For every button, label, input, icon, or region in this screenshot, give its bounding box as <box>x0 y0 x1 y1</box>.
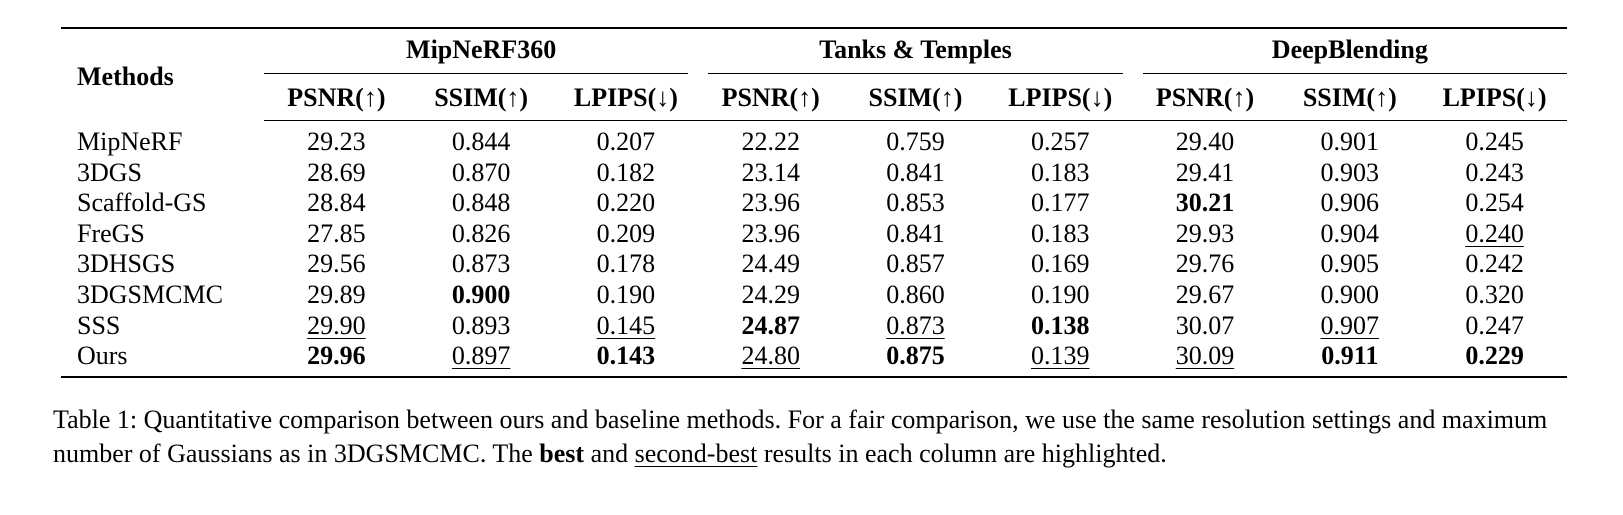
value-text: 0.841 <box>886 218 945 248</box>
value-cell <box>698 158 843 189</box>
group-title: MipNeRF360 <box>406 35 557 64</box>
method-name-cell: MipNeRF <box>77 126 183 156</box>
metric-header: PSNR(↑) <box>1133 76 1278 121</box>
metric-header: SSIM(↑) <box>1277 76 1422 121</box>
value-text: 0.190 <box>596 279 656 309</box>
value-cell <box>554 249 699 280</box>
value-cell <box>698 219 843 250</box>
table-row <box>61 280 1567 311</box>
metric-header: PSNR(↑) <box>264 76 409 121</box>
value-cell <box>264 341 409 377</box>
caption-second-best-word: second-best <box>634 439 758 468</box>
value-cell <box>264 219 409 250</box>
value-cell <box>409 249 554 280</box>
value-cell <box>1277 219 1422 250</box>
value-cell <box>698 341 843 377</box>
value-cell <box>554 311 699 342</box>
value-text: 29.40 <box>1175 127 1235 156</box>
value-cell <box>843 158 988 189</box>
value-text: 0.873 <box>451 249 511 279</box>
method-name-cell: FreGS <box>77 218 145 248</box>
group-header-tanks-temples <box>698 28 1132 76</box>
caption-best-word: best <box>539 439 585 468</box>
value-text: 0.759 <box>886 127 945 156</box>
value-text: 0.826 <box>451 218 511 248</box>
value-cell <box>843 219 988 250</box>
value-text: 29.23 <box>307 127 366 156</box>
method-name-cell: 3DGSMCMC <box>77 279 223 309</box>
value-cell <box>554 188 699 219</box>
value-text: 0.875 <box>886 341 945 371</box>
value-text: 0.177 <box>1030 188 1090 218</box>
value-text: 30.07 <box>1175 310 1235 340</box>
value-cell <box>1133 121 1278 158</box>
value-text: 29.96 <box>307 341 366 371</box>
table-caption <box>53 403 1573 471</box>
value-cell <box>554 158 699 189</box>
group-title: DeepBlending <box>1271 35 1428 64</box>
value-text: 0.903 <box>1320 157 1380 187</box>
method-name-cell: 3DHSGS <box>77 249 176 279</box>
value-text: 0.178 <box>596 249 656 279</box>
value-text: 0.906 <box>1320 188 1380 218</box>
value-cell <box>843 121 988 158</box>
value-text: 0.143 <box>596 341 656 371</box>
metric-header: LPIPS(↓) <box>554 76 699 121</box>
value-cell <box>409 121 554 158</box>
value-cell <box>988 121 1133 158</box>
value-text: 0.893 <box>451 310 511 340</box>
value-cell <box>264 280 409 311</box>
table-row <box>61 249 1567 280</box>
value-cell <box>988 219 1133 250</box>
value-text: 0.245 <box>1465 127 1524 156</box>
value-cell <box>1422 249 1567 280</box>
caption-text: and <box>584 439 635 468</box>
value-cell <box>988 249 1133 280</box>
caption-text: results in each column are highlighted. <box>757 439 1167 468</box>
value-text: 23.96 <box>741 218 800 248</box>
value-text: 0.873 <box>886 310 945 340</box>
value-cell <box>988 158 1133 189</box>
value-cell <box>843 188 988 219</box>
value-cell <box>988 280 1133 311</box>
method-name-cell: Ours <box>61 341 264 377</box>
value-text: 28.84 <box>307 188 366 218</box>
value-cell <box>843 341 988 377</box>
value-text: 29.41 <box>1175 157 1235 187</box>
value-text: 0.907 <box>1320 310 1380 340</box>
value-text: 0.905 <box>1320 249 1380 279</box>
value-cell <box>988 341 1133 377</box>
value-cell <box>1422 158 1567 189</box>
value-text: 0.183 <box>1030 218 1090 248</box>
value-text: 22.22 <box>741 127 800 156</box>
value-cell <box>409 219 554 250</box>
value-cell <box>264 188 409 219</box>
value-cell <box>409 188 554 219</box>
value-cell <box>264 158 409 189</box>
value-cell <box>554 219 699 250</box>
value-text: 0.169 <box>1030 249 1090 279</box>
value-text: 27.85 <box>307 218 366 248</box>
value-text: 0.190 <box>1030 279 1090 309</box>
value-text: 0.182 <box>596 157 656 187</box>
value-cell <box>1422 311 1567 342</box>
value-cell <box>988 311 1133 342</box>
value-cell <box>409 341 554 377</box>
value-cell <box>1422 121 1567 158</box>
value-cell <box>1277 249 1422 280</box>
value-text: 0.207 <box>596 127 656 156</box>
value-cell <box>1277 311 1422 342</box>
value-text: 0.320 <box>1465 279 1524 309</box>
value-cell <box>1422 219 1567 250</box>
metric-header: SSIM(↑) <box>843 76 988 121</box>
value-cell <box>1277 121 1422 158</box>
value-text: 0.240 <box>1465 218 1524 248</box>
value-text: 0.145 <box>596 310 656 340</box>
value-text: 0.841 <box>886 157 945 187</box>
table-row <box>61 121 1567 158</box>
value-text: 29.67 <box>1175 279 1235 309</box>
value-text: 23.96 <box>741 188 800 218</box>
value-cell <box>1277 158 1422 189</box>
value-cell <box>1422 280 1567 311</box>
value-text: 24.49 <box>741 249 800 279</box>
value-text: 30.09 <box>1175 341 1235 371</box>
value-text: 0.257 <box>1030 127 1090 156</box>
value-text: 0.209 <box>596 218 656 248</box>
value-cell <box>554 280 699 311</box>
value-cell <box>843 311 988 342</box>
table-row <box>61 219 1567 250</box>
value-cell <box>1133 219 1278 250</box>
value-text: 0.247 <box>1465 310 1524 340</box>
value-text: 0.254 <box>1465 188 1524 218</box>
value-text: 0.848 <box>451 188 511 218</box>
value-text: 0.220 <box>596 188 656 218</box>
value-cell <box>988 188 1133 219</box>
value-text: 0.139 <box>1030 341 1090 371</box>
value-cell <box>1422 188 1567 219</box>
value-text: 28.69 <box>307 157 366 187</box>
value-text: 0.860 <box>886 279 945 309</box>
value-text: 24.80 <box>741 341 800 371</box>
caption-text: Table 1: Quantitative comparison between ours and baseline methods. For a fair comparison, we use the same resolution settings and maximum number of Gaussians as in 3DGSMCMC. The <box>53 405 1548 468</box>
method-name-cell: Scaffold-GS <box>77 188 207 218</box>
group-title: Tanks & Temples <box>819 35 1012 64</box>
value-text: 0.897 <box>451 341 511 371</box>
value-cell <box>264 311 409 342</box>
value-cell <box>409 311 554 342</box>
value-text: 24.87 <box>741 310 800 340</box>
method-name-cell: SSS <box>77 310 121 340</box>
value-text: 30.21 <box>1175 188 1235 218</box>
value-cell <box>1133 311 1278 342</box>
value-text: 23.14 <box>741 157 800 187</box>
value-cell <box>554 121 699 158</box>
value-text: 29.56 <box>307 249 366 279</box>
table-row <box>61 311 1567 342</box>
value-text: 24.29 <box>741 279 800 309</box>
metric-header: LPIPS(↓) <box>1422 76 1567 121</box>
value-text: 29.89 <box>307 279 366 309</box>
value-cell <box>1133 249 1278 280</box>
group-header-mipnerf360 <box>264 28 698 76</box>
value-text: 0.904 <box>1320 218 1380 248</box>
value-cell <box>698 121 843 158</box>
table-row <box>61 188 1567 219</box>
value-cell <box>1277 280 1422 311</box>
value-cell <box>1133 280 1278 311</box>
results-table-container <box>61 27 1567 378</box>
metric-header: PSNR(↑) <box>698 76 843 121</box>
value-text: 29.93 <box>1175 218 1235 248</box>
value-cell <box>1422 341 1567 377</box>
metric-header: LPIPS(↓) <box>988 76 1133 121</box>
value-text: 0.900 <box>1320 279 1380 309</box>
value-text: 0.900 <box>451 279 511 309</box>
value-text: 0.844 <box>451 127 511 156</box>
value-text: 0.183 <box>1030 157 1090 187</box>
value-text: 29.90 <box>307 310 366 340</box>
results-table <box>61 27 1567 378</box>
value-text: 0.853 <box>886 188 945 218</box>
value-text: 0.243 <box>1465 157 1524 187</box>
value-cell <box>1133 158 1278 189</box>
metric-header: SSIM(↑) <box>409 76 554 121</box>
value-cell <box>264 249 409 280</box>
value-text: 0.911 <box>1321 341 1379 371</box>
table-row <box>61 158 1567 189</box>
value-text: 0.901 <box>1320 127 1380 156</box>
value-cell <box>1133 341 1278 377</box>
value-cell <box>1277 188 1422 219</box>
value-cell <box>698 249 843 280</box>
value-cell <box>698 188 843 219</box>
value-text: 0.857 <box>886 249 945 279</box>
value-cell <box>554 341 699 377</box>
value-text: 0.229 <box>1465 341 1524 371</box>
value-text: 29.76 <box>1175 249 1235 279</box>
value-cell <box>698 311 843 342</box>
value-cell <box>698 280 843 311</box>
value-text: 0.138 <box>1030 310 1090 340</box>
value-cell <box>409 158 554 189</box>
group-header-deepblending <box>1133 28 1567 76</box>
value-text: 0.242 <box>1465 249 1524 279</box>
value-cell <box>264 121 409 158</box>
value-cell <box>1133 188 1278 219</box>
value-text: 0.870 <box>451 157 511 187</box>
table-body <box>61 121 1567 377</box>
value-cell <box>1277 341 1422 377</box>
value-cell <box>843 249 988 280</box>
methods-header: Methods <box>61 28 264 121</box>
value-cell <box>409 280 554 311</box>
table-row <box>61 341 1567 377</box>
method-name-cell: 3DGS <box>77 157 143 187</box>
value-cell <box>843 280 988 311</box>
